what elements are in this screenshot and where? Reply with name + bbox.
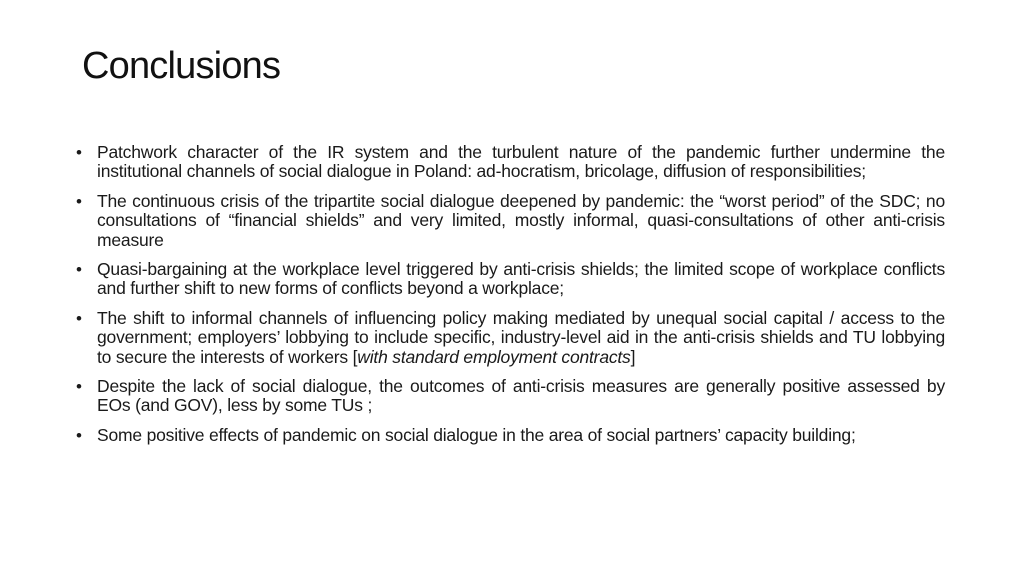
bullet-list — [76, 143, 945, 455]
slide-title: Conclusions — [82, 45, 281, 87]
bullet-item-informal-channels — [76, 309, 945, 367]
bullet-item-quasi-bargaining: • Quasi-bargaining at the workplace level triggered by anti-crisis shields; the limited scope of workplace conflicts and further shift to new forms of conflicts beyond a workplace; — [76, 260, 945, 299]
bullet-item-positive-effects: • Some positive effects of pandemic on social dialogue in the area of social partners’ capacity building; — [76, 426, 945, 445]
bullet-text-before: The shift to informal channels of influencing policy making mediated by unequal social capital / access to the government; employers’ lobbying to include specific, industry-level aid in the anti-crisis shields and TU lobbying to secure the interests of workers [ — [97, 307, 945, 367]
bullet-item-tripartite-crisis: • The continuous crisis of the tripartite social dialogue deepened by pandemic: the “worst period” of the SDC; no consultations of “financial shields” and very limited, mostly informal, quasi-consultations of other anti-crisis measure — [76, 192, 945, 250]
bullet-item-patchwork: • Patchwork character of the IR system and the turbulent nature of the pandemic further undermine the institutional channels of social dialogue in Poland: ad-hocratism, bricolage, diffusion of responsibilities; — [76, 143, 945, 182]
bullet-text-after: ] — [630, 346, 636, 367]
bullet-item-outcomes: • Despite the lack of social dialogue, the outcomes of anti-crisis measures are generally positive assessed by EOs (and GOV), less by some TUs ; — [76, 377, 945, 416]
bullet-emphasis: with standard employment contracts — [357, 346, 631, 367]
